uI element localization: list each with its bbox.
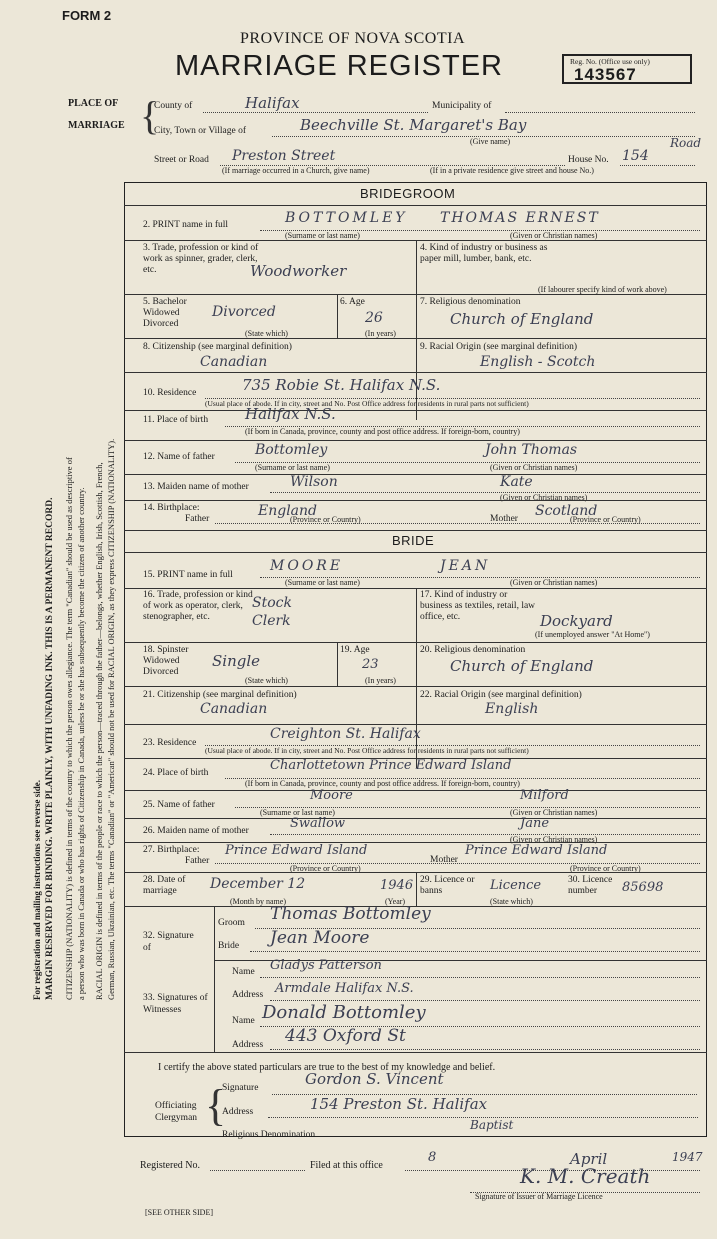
f21-label: 21. Citizenship (see marginal definition) — [143, 690, 297, 700]
bride-signature: Jean Moore — [270, 928, 370, 948]
clergy-brace: { — [205, 1081, 227, 1130]
f24-value: Charlottetown Prince Edward Island — [270, 758, 512, 773]
house-label: House No. — [568, 155, 609, 165]
sidebar-col-2: MARGIN RESERVED FOR BINDING. WRITE PLAINLY, WITH UNFADING INK. THIS IS A PERMANENT RECORD. — [45, 497, 55, 1000]
f26-sub: (Given or Christian names) — [510, 835, 598, 844]
w1-address-label: Address — [232, 990, 264, 1000]
f10-value: 735 Robie St. Halifax N.S. — [242, 376, 441, 394]
county-label: County of — [154, 101, 193, 111]
f29-label: 29. Licence or banns — [420, 875, 475, 896]
f29-value: Licence — [490, 878, 542, 893]
f25-sub2: (Given or Christian names) — [510, 808, 598, 817]
f15-given-sub: (Given or Christian names) — [510, 578, 598, 587]
f8-label: 8. Citizenship (see marginal definition) — [143, 342, 292, 352]
f27-label: 27. Birthplace: — [143, 845, 200, 855]
f6-value: 26 — [365, 310, 383, 326]
f26-given: Jane — [520, 816, 550, 831]
f28-label: 28. Date of marriage — [143, 875, 186, 896]
f24-sub: (If born in Canada, province, county and post office address. If foreign-born, country) — [245, 779, 520, 788]
f17-value: Dockyard — [540, 612, 613, 630]
issuer-signature: K. M. Creath — [520, 1164, 651, 1188]
page-title: MARRIAGE REGISTER — [175, 50, 503, 82]
bridegroom-heading: BRIDEGROOM — [360, 186, 456, 201]
clergy-address: 154 Preston St. Halifax — [310, 1095, 488, 1113]
form-number: FORM 2 — [62, 8, 112, 23]
f14-sub2: (Province or Country) — [570, 515, 641, 524]
f27-father-label: Father — [185, 856, 210, 866]
f14-mother-value: Scotland — [535, 503, 598, 519]
certify-statement: I certify the above stated particulars are true to the best of my knowledge and belief. — [158, 1062, 496, 1073]
f20-label: 20. Religious denomination — [420, 645, 526, 655]
f13-sub: (Given or Christian names) — [500, 493, 588, 502]
county-value: Halifax — [245, 94, 300, 112]
see-other-side: [SEE OTHER SIDE] — [145, 1208, 213, 1217]
clergy-denomination: Baptist — [470, 1118, 514, 1132]
sidebar-col-6: German, Russian, Ukrainian, etc. The terms "Canadian" or "American" should not be used for RACIAL ORIGIN, as they express CITIZENSHIP (NATIONALITY). — [106, 438, 116, 1000]
f14-father-value: England — [258, 503, 318, 519]
f22-label: 22. Racial Origin (see marginal definition) — [420, 690, 582, 700]
f17-sub: (If unemployed answer "At Home") — [535, 630, 650, 639]
groom-given: THOMAS ERNEST — [440, 210, 600, 226]
f23-label: 23. Residence — [143, 738, 197, 748]
place-label-2: MARRIAGE — [68, 120, 125, 131]
house-value: 154 — [622, 148, 649, 164]
clergy-sig-label: Signature — [222, 1083, 259, 1093]
f22-value: English — [485, 701, 539, 717]
issuer-label: Signature of Issuer of Marriage Licence — [475, 1192, 603, 1201]
f28-sub: (Month by name) — [230, 897, 286, 906]
f14-sub1: (Province or Country) — [290, 515, 361, 524]
w1-address: Armdale Halifax N.S. — [275, 981, 414, 996]
f13-surname: Wilson — [290, 474, 338, 490]
groom-surname: BOTTOMLEY — [285, 210, 408, 226]
f4-label: 4. Kind of industry or business as paper mill, lumber, bank, etc. — [420, 243, 548, 264]
f7-value: Church of England — [450, 310, 594, 328]
w2-address-label: Address — [232, 1040, 264, 1050]
f7-label: 7. Religious denomination — [420, 297, 521, 307]
f13-given: Kate — [500, 474, 533, 490]
bride-heading: BRIDE — [392, 533, 435, 548]
f28-sub2: (Year) — [385, 897, 406, 906]
f16-value: Stock Clerk — [252, 595, 292, 629]
w1-name: Gladys Patterson — [270, 958, 382, 973]
f14-label: 14. Birthplace: — [143, 503, 200, 513]
f5-sub: (State which) — [245, 329, 288, 338]
bride-given: JEAN — [440, 558, 491, 574]
f28-year: 1946 — [380, 878, 414, 893]
f15-label: 15. PRINT name in full — [143, 570, 233, 580]
f24-label: 24. Place of birth — [143, 768, 209, 778]
f30-value: 85698 — [622, 880, 664, 895]
f12-surname: Bottomley — [255, 442, 328, 458]
f29-sub: (State which) — [490, 897, 533, 906]
f19-value: 23 — [362, 657, 379, 672]
f3-label: 3. Trade, profession or kind of work as spinner, grader, clerk, etc. — [143, 243, 259, 275]
f5-label: 5. Bachelor Widowed Divorced — [143, 297, 187, 329]
reg-no-box — [562, 54, 692, 84]
sidebar-col-5: RACIAL ORIGIN is defined in terms of the people or race to which the person—traced through the father—belongs, whether English, Irish, Scottish, French, — [94, 462, 104, 1000]
f2-label: 2. PRINT name in full — [143, 220, 229, 230]
f26-surname: Swallow — [290, 816, 346, 831]
f2-surname-sub: (Surname or last name) — [285, 231, 360, 240]
f16-label: 16. Trade, profession or kind of work as operator, clerk, stenographer, etc. — [143, 590, 253, 622]
f19-label: 19. Age — [340, 645, 370, 655]
f20-value: Church of England — [450, 657, 594, 675]
bride-sig-label: Bride — [218, 941, 240, 951]
sidebar-col-4: a person who was born in Canada or who has rights of Citizenship in Canada, unless he or she has subsequently become the citizen of another country. — [76, 487, 86, 1000]
w2-name: Donald Bottomley — [262, 1002, 426, 1023]
reg-no-value: 143567 — [574, 65, 637, 84]
bride-surname: MOORE — [270, 558, 344, 574]
f8-value: Canadian — [200, 354, 268, 370]
f33-label: 33. Signatures of Witnesses — [143, 993, 208, 1015]
officiating-label: Officiating Clergyman — [155, 1101, 198, 1123]
filed-day: 8 — [428, 1150, 437, 1165]
road-note: Road — [670, 136, 702, 150]
place-brace: { — [140, 93, 160, 138]
house-sub: (If in a private residence give street and house No.) — [430, 166, 594, 175]
f12-sub2: (Given or Christian names) — [490, 463, 578, 472]
registered-label: Registered No. — [140, 1160, 200, 1171]
city-sub: (Give name) — [470, 137, 511, 146]
f3-value: Woodworker — [250, 262, 347, 280]
street-sub: (If marriage occurred in a Church, give name) — [222, 166, 370, 175]
f23-sub: (Usual place of abode. If in city, street and No. Post Office address for residents in rural parts not sufficient) — [205, 746, 529, 755]
clergy-denom-label: Religious Denomination — [222, 1130, 316, 1140]
f14-mother-label: Mother — [490, 514, 518, 524]
f18-value: Single — [212, 652, 261, 670]
f25-surname: Moore — [310, 788, 353, 803]
f26-label: 26. Maiden name of mother — [143, 826, 249, 836]
f11-label: 11. Place of birth — [143, 415, 209, 425]
f27-father-value: Prince Edward Island — [225, 843, 368, 858]
f6-label: 6. Age — [340, 297, 365, 307]
f18-label: 18. Spinster Widowed Divorced — [143, 645, 189, 677]
f15-surname-sub: (Surname or last name) — [285, 578, 360, 587]
f9-label: 9. Racial Origin (see marginal definition) — [420, 342, 578, 352]
filed-year: 1947 — [672, 1150, 703, 1164]
place-label-1: PLACE OF — [68, 98, 119, 109]
f10-sub: (Usual place of abode. If in city, street and No. Post Office address for residents in rural parts not sufficient) — [205, 399, 529, 408]
reg-no-label: Reg. No. (Office use only) — [570, 57, 650, 66]
city-value: Beechville St. Margaret's Bay — [300, 116, 527, 134]
f9-value: English - Scotch — [480, 354, 596, 370]
w1-name-label: Name — [232, 967, 255, 977]
f25-given: Milford — [520, 788, 569, 803]
f27-sub2: (Province or Country) — [570, 864, 641, 873]
w2-name-label: Name — [232, 1016, 255, 1026]
f12-sub1: (Surname or last name) — [255, 463, 330, 472]
f4-sub: (If labourer specify kind of work above) — [538, 285, 667, 294]
f17-label: 17. Kind of industry or business as textiles, retail, law office, etc. — [420, 590, 536, 622]
f12-label: 12. Name of father — [143, 452, 215, 462]
f10-label: 10. Residence — [143, 388, 197, 398]
clergy-address-label: Address — [222, 1107, 254, 1117]
f27-mother-value: Prince Edward Island — [465, 843, 608, 858]
f18-sub: (State which) — [245, 676, 288, 685]
groom-sig-label: Groom — [218, 918, 245, 928]
f11-value: Halifax N.S. — [245, 405, 336, 423]
f12-given: John Thomas — [485, 442, 578, 458]
filed-label: Filed at this office — [310, 1160, 383, 1171]
f2-given-sub: (Given or Christian names) — [510, 231, 598, 240]
f19-sub: (In years) — [365, 676, 396, 685]
province-heading: PROVINCE OF NOVA SCOTIA — [240, 30, 466, 47]
f27-mother-label: Mother — [430, 855, 458, 865]
f28-date: December 12 — [210, 876, 306, 892]
f5-value: Divorced — [212, 304, 276, 320]
f25-label: 25. Name of father — [143, 800, 215, 810]
street-value: Preston Street — [232, 148, 336, 164]
street-label: Street or Road — [154, 155, 209, 165]
f23-value: Creighton St. Halifax — [270, 726, 421, 742]
w2-address: 443 Oxford St — [285, 1026, 406, 1046]
clergy-signature: Gordon S. Vincent — [305, 1070, 444, 1088]
f30-label: 30. Licence number — [568, 875, 613, 896]
f11-sub: (If born in Canada, province, county and post office address. If foreign-born, country) — [245, 427, 520, 436]
municipality-label: Municipality of — [432, 101, 492, 111]
filed-month: April — [570, 1150, 608, 1168]
f25-sub1: (Surname or last name) — [260, 808, 335, 817]
f32-label: 32. Signature of — [143, 931, 194, 953]
sidebar-col-3: CITIZENSHIP (NATIONALITY) is defined in terms of the country to which the person owes allegiance. The term "Canadian" should be used as descriptive of — [64, 457, 74, 1000]
city-label: City, Town or Village of — [154, 126, 246, 136]
groom-signature: Thomas Bottomley — [270, 904, 431, 924]
sidebar-col-1: For registration and mailing instructions see reverse side. — [32, 780, 42, 1000]
f6-sub: (In years) — [365, 329, 396, 338]
f13-label: 13. Maiden name of mother — [143, 482, 249, 492]
f27-sub1: (Province or Country) — [290, 864, 361, 873]
f14-father-label: Father — [185, 514, 210, 524]
f21-value: Canadian — [200, 701, 268, 717]
